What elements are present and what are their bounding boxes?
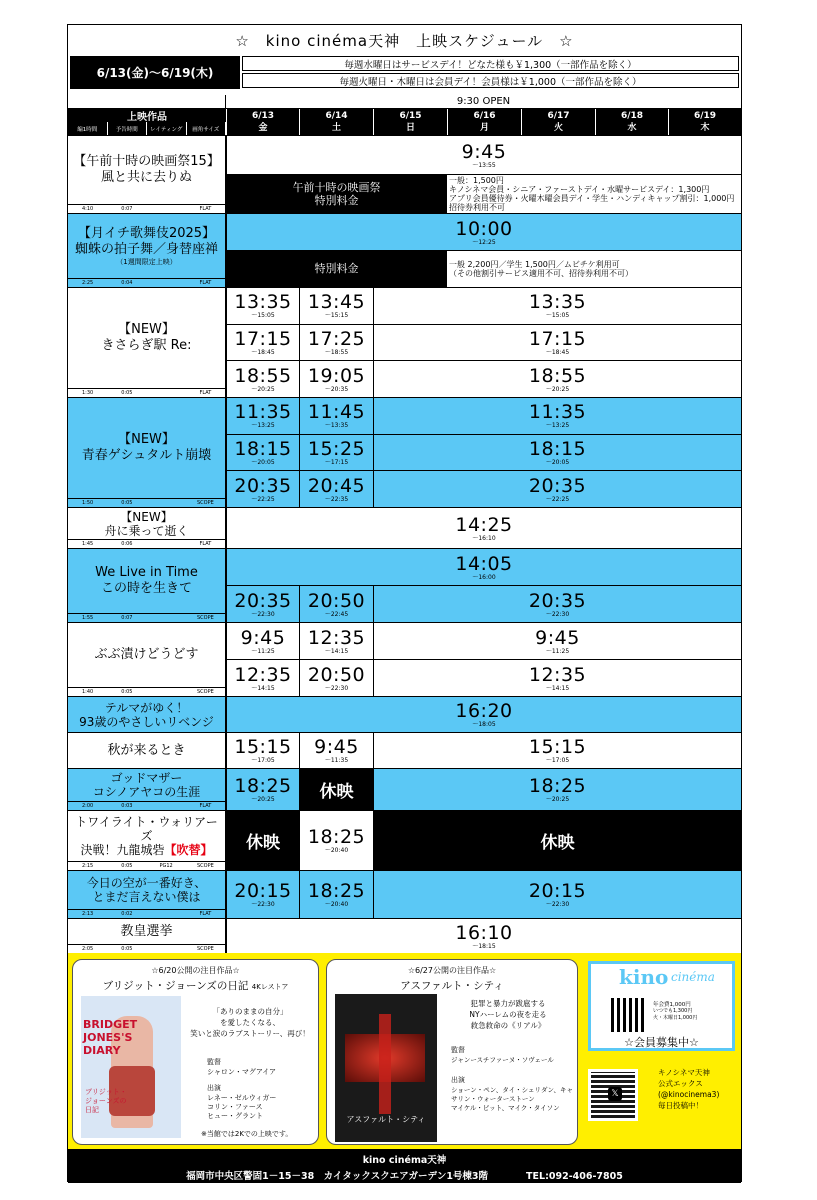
showtime-cell: 9:45 ～13:55 — [226, 135, 741, 174]
showtime-cell — [226, 287, 299, 324]
end-time: ～22:30 — [251, 901, 275, 908]
showtime: 18:25 — [234, 775, 292, 797]
showtime: 20:45 — [307, 474, 366, 497]
showtime: 13:35 — [528, 291, 587, 314]
film-subtitle: この時を生きて — [100, 581, 192, 596]
film-title: テルマがゆく！ — [104, 700, 189, 715]
end-time: ～18:45 — [545, 348, 570, 356]
showtime-cell: 14:25 ～16:10 — [226, 507, 741, 548]
showtime-cell — [373, 287, 741, 324]
showtime-cell — [226, 659, 299, 696]
price-note: 一般：1,500円 キノシネマ会員・シニア・ファーストデイ・水曜サービスデイ：1,300円 アプリ会員優待券・火曜木曜会員デイ・学生・ハンディキャップ割引：1,000円 招待券利用不可 — [447, 174, 741, 213]
showtime: 13:45 — [307, 291, 366, 314]
showtime: 20:35 — [528, 589, 587, 612]
end-time: ～20:25 — [545, 385, 570, 393]
end-time: ～22:30 — [545, 610, 570, 618]
showtime-cell — [299, 324, 373, 361]
showtime: 18:55 — [234, 364, 292, 387]
showtime-cell — [226, 434, 299, 471]
end-time: ～15:05 — [545, 312, 570, 320]
showtime: 9:45 — [314, 736, 359, 758]
promo-copy: 犯罪と暴力が跋扈する NYハーレムの夜を走る 救急救命の《リアル》 — [469, 999, 547, 1030]
showtime-cell — [373, 434, 741, 471]
showtime-cell — [299, 585, 373, 622]
film-row: 【月イチ歌舞伎2025】 蜘蛛の拍子舞／身替座禅 （1週間限定上映） 2:25 0:04 FLAT — [68, 213, 226, 287]
showtime-cell — [226, 324, 299, 361]
end-time: ～13:25 — [545, 422, 570, 430]
end-time: ～22:30 — [324, 684, 349, 692]
showtime: 15:15 — [234, 736, 292, 758]
showtime-cell — [299, 870, 373, 918]
kino-logo: kino — [619, 965, 669, 989]
end-time: ～20:25 — [251, 385, 275, 393]
showtime: 11:35 — [528, 401, 587, 424]
film-title: トワイライト・ウォリアーズ — [75, 815, 218, 843]
showtime-cell — [299, 622, 373, 659]
date-header: 6/16 月 — [447, 109, 521, 135]
showtime: 20:35 — [528, 474, 587, 497]
film-title: 【月イチ歌舞伎2025】 — [77, 225, 216, 241]
poster-title-jp: ブリジット・ ジョーンズの 日記 — [85, 1088, 127, 1114]
showtime-cell — [299, 397, 373, 434]
member-qr-code[interactable] — [611, 998, 645, 1032]
poster-bridget — [81, 996, 181, 1138]
no-screening-label: 休映 — [540, 833, 575, 853]
promo-title: アスファルト・シティ — [400, 980, 504, 992]
promo-area — [68, 953, 741, 1149]
date-header: 6/18 水 — [595, 109, 668, 135]
end-time: ～11:25 — [545, 647, 570, 655]
showtime: 18:25 — [528, 775, 587, 797]
schedule-sheet — [67, 24, 742, 1182]
date-header: 6/13 金 — [226, 109, 299, 135]
cast-label: 出演 — [207, 1084, 221, 1092]
showtime: 18:55 — [528, 364, 587, 387]
showtime-cell — [299, 810, 373, 870]
showtime-cell — [373, 470, 741, 507]
film-title: 今日の空が一番好き、 — [86, 876, 207, 890]
end-time: ～20:25 — [545, 796, 570, 803]
director-label: 監督 — [207, 1058, 221, 1066]
date-header: 6/19 木 — [668, 109, 741, 135]
showtime-cell — [226, 870, 299, 918]
member-recruit: ☆会員募集中☆ — [624, 1036, 699, 1049]
showtime-cell — [226, 585, 299, 622]
showtime-cell — [373, 659, 741, 696]
end-time: ～22:25 — [251, 495, 275, 503]
dub-badge: 【吹替】 — [164, 843, 213, 857]
showtime: 19:05 — [307, 364, 366, 387]
end-time: ～14:15 — [545, 684, 570, 692]
notice-service-day: 毎週水曜日はサービスデイ！どなた様も￥1,300（一部作品を除く） — [242, 56, 739, 71]
showtime: 9:45 — [535, 626, 580, 649]
promo-card-asphalt — [326, 959, 578, 1145]
end-time: ～22:30 — [545, 901, 570, 908]
end-time: ～17:05 — [251, 757, 275, 764]
showtime-cell: 16:20 ～18:05 — [226, 696, 741, 732]
film-subtitle: 決戦！九龍城砦 — [80, 843, 165, 857]
film-subtitle: コシノアヤコの生涯 — [92, 785, 201, 799]
no-screening-cell — [373, 810, 741, 870]
end-time: ～20:05 — [545, 458, 570, 466]
film-subtitle: 風と共に去りぬ — [100, 170, 192, 185]
showtime: 20:35 — [234, 589, 292, 612]
showtime-cell — [226, 732, 299, 768]
film-column-title: 上映作品 — [127, 112, 167, 123]
director-name: ジャンースチファーヌ・ソヴェール — [451, 1056, 554, 1064]
end-time: ～14:15 — [324, 647, 349, 655]
no-screening-label: 休映 — [319, 782, 354, 802]
film-title: ぶぶ漬けどうどす — [94, 647, 199, 662]
film-title: 【NEW】 — [120, 509, 173, 524]
showtime-cell — [226, 768, 299, 810]
cinema-logo: cinéma — [671, 970, 715, 984]
film-subtitle: きさらぎ駅 Re: — [101, 338, 192, 353]
promo-tag: 4Kレストア — [251, 983, 289, 991]
showtime: 20:50 — [307, 663, 366, 686]
end-time: ～13:35 — [324, 422, 349, 430]
showtime-cell — [373, 622, 741, 659]
showtime-cell — [373, 397, 741, 434]
footer — [68, 1149, 741, 1183]
showtime: 15:15 — [528, 736, 587, 758]
col-rating: レイティング — [147, 122, 187, 135]
director-name: シャロン・マグアイア — [207, 1068, 277, 1076]
showtime: 20:15 — [234, 880, 292, 902]
end-time: ～17:05 — [545, 757, 570, 764]
no-screening-cell — [299, 768, 373, 810]
member-fee: 年会費1,000円 — [653, 1002, 691, 1008]
showtime-cell — [299, 434, 373, 471]
showtime: 12:35 — [528, 663, 587, 686]
x-account-promo — [586, 1065, 738, 1143]
showtime: 9:45 — [240, 626, 286, 649]
end-time: ～22:25 — [545, 495, 570, 503]
showtime-cell — [373, 324, 741, 361]
end-time: ～13:25 — [251, 422, 275, 430]
cast-label: 出演 — [451, 1076, 465, 1084]
poster-title: アスファルト・シティ — [346, 1115, 426, 1124]
showtime-cell — [226, 397, 299, 434]
showtime-cell — [299, 360, 373, 397]
film-title: 【午前十時の映画祭15】 — [73, 154, 220, 169]
film-subtitle: 蜘蛛の拍子舞／身替座禅 — [74, 241, 218, 257]
poster-asphalt — [335, 994, 437, 1142]
special-price-label: 特別料金 — [226, 250, 447, 287]
showtime-cell — [226, 360, 299, 397]
film-row: 【NEW】 きさらぎ駅 Re: 1:30 0:05 FLAT — [68, 287, 226, 397]
film-row: We Live in Time この時を生きて 1:55 0:07 SCOPE — [68, 548, 226, 622]
footer-name: kino cinéma天神 — [362, 1155, 447, 1166]
film-title: ゴッドマザー — [110, 771, 183, 785]
showtime-cell: 10:00 ～12:25 — [226, 213, 741, 250]
end-time: ～11:35 — [324, 757, 349, 764]
end-time: ～17:15 — [324, 458, 349, 466]
showtime: 13:35 — [234, 291, 292, 314]
showtime: 17:15 — [234, 327, 292, 350]
showtime: 11:35 — [234, 401, 292, 424]
showtime-cell — [373, 360, 741, 397]
col-runtime: 編1時間 — [68, 122, 108, 135]
showtime-cell — [299, 470, 373, 507]
x-account-text: キノシネマ天神 公式エックス (@kinocinema3) 毎日投稿中！ — [658, 1068, 720, 1110]
film-title: 【NEW】 — [118, 432, 175, 447]
film-column-header — [68, 109, 226, 135]
showtime: 18:15 — [234, 437, 292, 460]
showtime: 20:15 — [528, 880, 587, 902]
end-time: ～22:35 — [324, 495, 349, 503]
promo-title: ブリジット・ジョーンズの日記 — [102, 980, 249, 992]
film-row: ゴッドマザー コシノアヤコの生涯 2:00 0:03 FLAT — [68, 768, 226, 810]
promo-copy: 「ありのままの自分」 を愛したくなる、 笑いと涙のラブストーリー、再び！ — [190, 1007, 310, 1038]
promo-head: ☆6/27公開の注目作品☆ — [407, 966, 497, 975]
film-subtitle: 93歳のやさしいリベンジ — [79, 714, 214, 729]
end-time: ～18:55 — [324, 348, 349, 356]
end-time: ～20:05 — [251, 458, 275, 466]
x-logo-icon: 𝕏 — [608, 1087, 622, 1101]
showtime: 18:25 — [307, 880, 366, 902]
film-row: 【午前十時の映画祭15】 風と共に去りぬ 4:10 0:07 FLAT — [68, 135, 226, 213]
film-subtitle: 舟に乗って逝く — [104, 523, 189, 538]
showtime-cell — [373, 870, 741, 918]
showtime: 20:50 — [307, 589, 366, 612]
film-subtitle: 青春ゲシュタルト崩壊 — [81, 448, 212, 463]
film-row: トワイライト・ウォリアーズ 決戦！九龍城砦【吹替】 2:15 0:05 PG12 SCOPE — [68, 810, 226, 870]
end-time: ～20:35 — [324, 385, 349, 393]
film-row — [68, 732, 226, 768]
date-header: 6/17 火 — [521, 109, 595, 135]
open-time: 9:30 OPEN — [226, 95, 741, 109]
showtime-cell — [226, 470, 299, 507]
notice-member-day: 毎週火曜日・木曜日は会員デイ！会員様は￥1,000（一部作品を除く） — [242, 73, 739, 88]
film-note: （1週間限定上映） — [116, 257, 177, 266]
film-row: 【NEW】 舟に乗って逝く 1:45 0:06 FLAT — [68, 507, 226, 548]
col-aspect: 画角サイズ — [187, 122, 227, 135]
showtime: 12:35 — [307, 626, 366, 649]
showtime: 20:35 — [234, 474, 292, 497]
showtime: 12:35 — [234, 663, 292, 686]
film-title: 教皇選挙 — [120, 923, 173, 939]
showtime-cell — [373, 768, 741, 810]
end-time: ～20:40 — [324, 847, 349, 854]
film-row — [68, 696, 226, 732]
member-card — [588, 961, 735, 1051]
member-fee-detail: いつでも1,300円 火・木曜日1,000円 — [653, 1008, 698, 1021]
showtime-cell — [226, 622, 299, 659]
end-time: ～18:45 — [251, 348, 275, 356]
end-time: ～11:25 — [251, 647, 275, 655]
showtime-cell — [373, 585, 741, 622]
showtime: 15:25 — [307, 437, 366, 460]
film-row: ぶぶ漬けどうどす 1:40 0:05 SCOPE — [68, 622, 226, 696]
no-screening-cell — [226, 810, 299, 870]
film-row: 教皇選挙 2:05 0:05 SCOPE — [68, 918, 226, 953]
date-header: 6/15 日 — [373, 109, 447, 135]
film-row: 今日の空が一番好き、 とまだ言えない僕は 2:13 0:02 FLAT — [68, 870, 226, 918]
end-time: ～20:40 — [324, 901, 349, 908]
end-time: ～22:30 — [251, 610, 275, 618]
promo-head: ☆6/20公開の注目作品☆ — [151, 966, 240, 975]
showtime: 17:25 — [307, 327, 366, 350]
film-row: 【NEW】 青春ゲシュタルト崩壊 1:50 0:05 SCOPE — [68, 397, 226, 507]
end-time: ～15:05 — [251, 312, 275, 320]
col-trailer: 予告時間 — [108, 122, 148, 135]
page-title: ☆ kino cinéma天神 上映スケジュール ☆ — [235, 31, 574, 50]
end-time: ～20:25 — [251, 796, 275, 803]
date-range: 6/13(金)～6/19(木) — [70, 56, 240, 89]
film-title: We Live in Time — [95, 565, 198, 580]
date-header: 6/14 土 — [299, 109, 373, 135]
film-subtitle: とまだ言えない僕は — [92, 890, 201, 904]
showtime-cell — [299, 287, 373, 324]
footer-address: 福岡市中央区警固1－15－38 カイタックスクエアガーデン1号棟3階 TEL:092-406-7805 — [186, 1171, 623, 1182]
showtime-cell — [373, 732, 741, 768]
promo-footnote: ※当館では2Kでの上映です。 — [201, 1130, 293, 1138]
showtime-cell — [299, 732, 373, 768]
no-screening-label: 休映 — [246, 833, 280, 853]
showtime: 17:15 — [528, 327, 587, 350]
poster-title: BRIDGET JONES'S DIARY — [83, 1018, 138, 1057]
header-blank — [68, 95, 226, 109]
showtime: 18:15 — [528, 437, 587, 460]
showtime: 11:45 — [307, 401, 366, 424]
showtime-cell: 16:10 ～18:15 — [226, 918, 741, 953]
showtime: 18:25 — [307, 826, 366, 848]
special-price-label: 午前十時の映画祭 特別料金 — [226, 174, 447, 213]
end-time: ～15:15 — [324, 312, 349, 320]
cast-names: ショーン・ペン、タイ・シェリダン、キャサリン・ウォーターストーン マイケル・ピット、マイク・タイソン — [451, 1086, 574, 1112]
showtime-cell: 14:05 ～16:00 — [226, 548, 741, 585]
showtime-cell — [299, 659, 373, 696]
film-title: 秋が来るとき — [107, 742, 186, 758]
film-title: 【NEW】 — [118, 322, 175, 337]
promo-card-bridget — [72, 959, 319, 1145]
end-time: ～14:15 — [251, 684, 275, 692]
price-note: 一般 2,200円／学生 1,500円／ムビチケ利用可 （その他割引サービス適用不可、招待券利用不可） — [447, 250, 741, 287]
cast-names: レネー・ゼルウィガー コリン・ファース ヒュー・グラント — [207, 1094, 277, 1120]
director-label: 監督 — [451, 1046, 465, 1054]
end-time: ～22:45 — [324, 610, 349, 618]
